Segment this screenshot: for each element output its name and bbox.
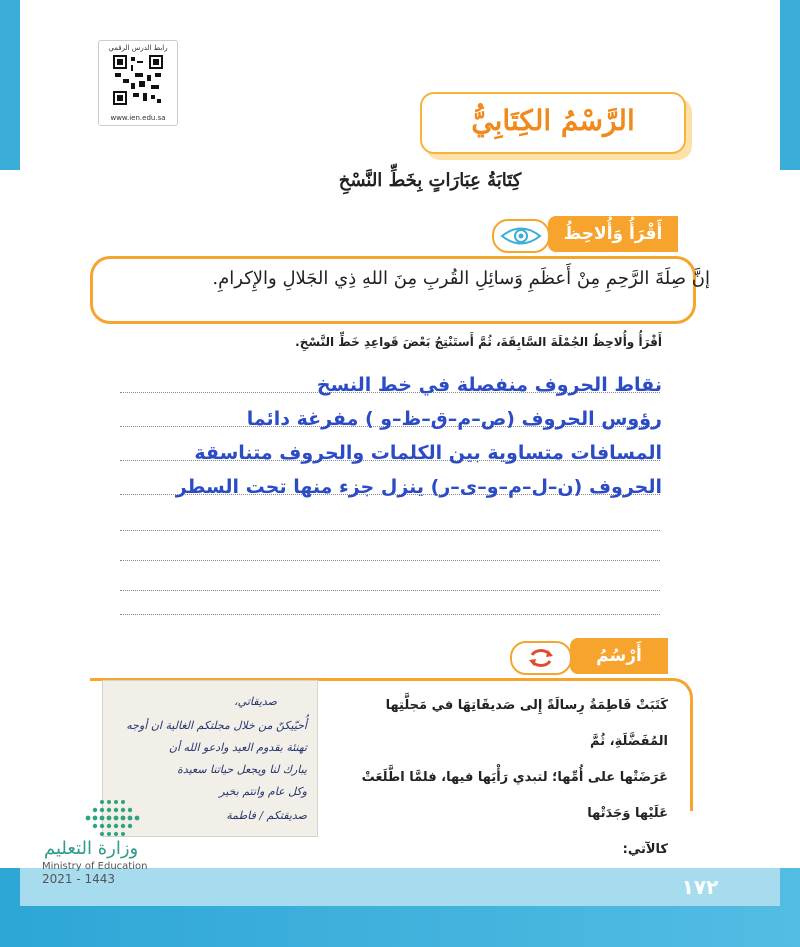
lesson-title: الرَّسْمُ الكِتَابِيُّ [471, 104, 635, 137]
read-observe-label: أَقْرَأُ وَأُلاحِظُ [563, 224, 663, 244]
ruled-line [120, 590, 660, 591]
draw-paragraph-line: كالآتي: [622, 842, 668, 857]
answer-line-3[interactable]: المسافات متساوية بين الكلمات والحروف متناسقة [194, 442, 662, 464]
letter-line: وكل عام وانتم بخير [219, 785, 307, 798]
draw-icon-pill [510, 641, 572, 675]
lesson-subtitle: كِتَابَةُ عِبَارَاتٍ بِخَطِّ النَّسْخِ [338, 170, 522, 191]
ministry-name-en: Ministry of Education [42, 861, 148, 872]
example-sentence-box [90, 256, 696, 324]
letter-line: أُحيّيكنّ من خلال مجلتكم الغالية ان أوجه [126, 719, 307, 732]
read-observe-tab [548, 216, 678, 252]
letter-line: يبارك لنا ويجعل حياتنا سعيدة [177, 763, 307, 776]
letter-line: تهنئة بقدوم العيد وادعو الله أن [168, 741, 307, 754]
answer-line-1[interactable]: نقاط الحروف منفصلة في خط النسخ [316, 374, 662, 396]
draw-paragraph [328, 688, 668, 868]
letter-line: صديقتكم / فاطمة [226, 809, 307, 822]
ministry-name-ar: وزارة التعليم [44, 838, 139, 859]
qr-code-icon [113, 55, 163, 105]
draw-label: أَرْسُمُ [596, 646, 642, 666]
ministry-logo-icon [82, 798, 142, 838]
draw-paragraph-line: كَتَبَتْ فَاطِمَةُ رِسالَةً إِلى صَديقَاتِهَا في مَجلَّتِها المُفَضَّلَةِ، ثُمَّ [385, 698, 668, 749]
draw-tab [570, 638, 668, 674]
read-icon-pill [492, 219, 550, 253]
refresh-icon [512, 643, 570, 673]
qr-url: www.ien.edu.sa [110, 114, 166, 122]
ministry-year: 2021 - 1443 [42, 872, 116, 886]
eye-icon [494, 221, 548, 251]
answer-line-2[interactable]: رؤوس الحروف (ص–م–ق–ظ–و ) مفرغة دائما [246, 408, 662, 430]
ruled-line [120, 560, 660, 561]
example-sentence: إنَّ صِلَةَ الرَّحِمِ مِنْ أَعظَمِ وَسائِلِ القُربِ مِنَ اللهِ ذِي الجَلالِ والإِكرامِ. [212, 268, 710, 289]
answer-line-4[interactable]: الحروف (ن–ل–م–و–ى–ر) ينزل جزء منها تحت السطر [175, 476, 662, 498]
letter-line: صديقاتي، [234, 695, 277, 708]
digital-lesson-qr[interactable] [98, 40, 178, 126]
instruction-text: أَقْرَأُ وأُلاحِظُ الجُمْلَةَ السَّابِقَةَ، ثُمَّ أَستَنْتِجُ بَعْضَ قَواعِدِ خَطِّ النَّسْخِ. [295, 335, 662, 349]
ruled-line [120, 530, 660, 531]
draw-paragraph-line: عَرَضَتْها على أُمِّها؛ لتبدي رَأْيَها فيها، فلمَّا اطَّلَعَتْ عَلَيْها وَجَدَتْها [361, 770, 668, 821]
qr-label: رابط الدرس الرقمي [108, 44, 168, 52]
lesson-title-box [420, 92, 686, 154]
page-number: ١٧٢ [681, 875, 719, 899]
ruled-line [120, 614, 660, 615]
